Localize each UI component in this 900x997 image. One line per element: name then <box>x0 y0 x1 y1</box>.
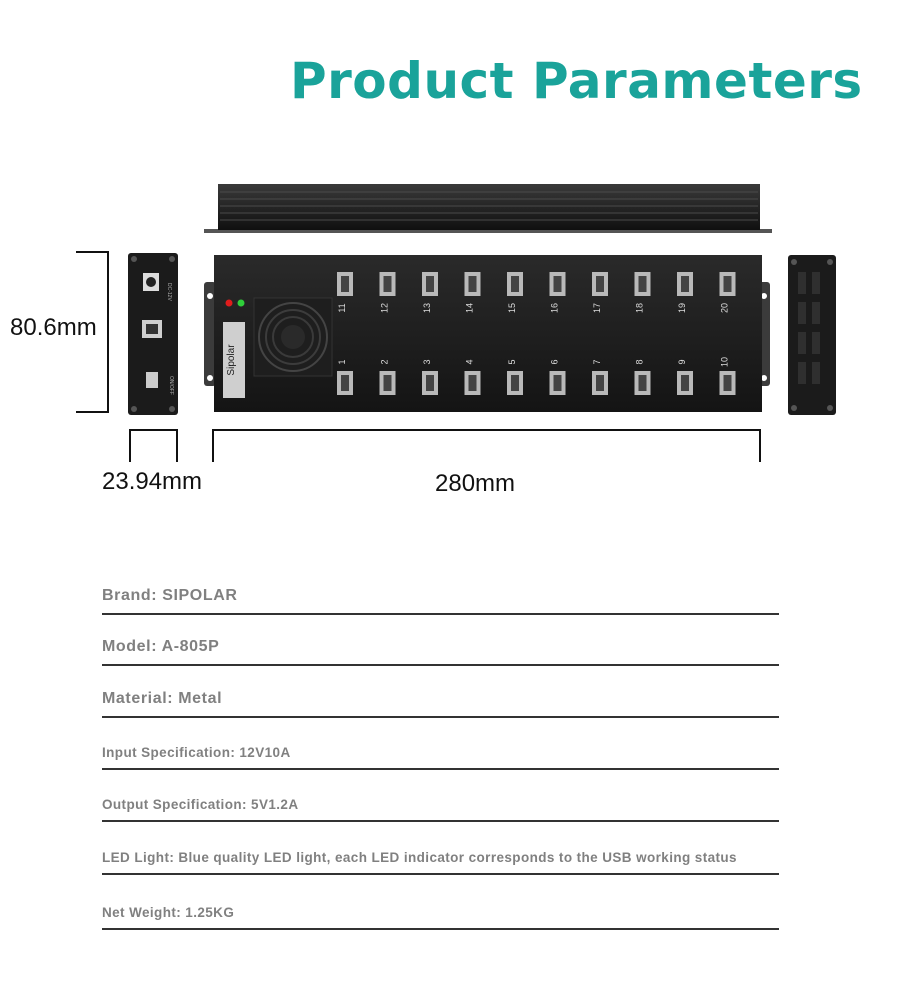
green-led <box>238 300 245 307</box>
param-weight: Net Weight: 1.25KG <box>102 905 235 920</box>
front-view <box>204 255 770 412</box>
port-number: 4 <box>464 359 475 365</box>
port-number: 13 <box>422 302 432 314</box>
brand-mark: Sipolar <box>226 344 237 376</box>
param-row <box>102 884 779 930</box>
red-led <box>226 300 233 307</box>
right-side-view <box>788 255 836 415</box>
port-number: 8 <box>634 359 645 365</box>
port-number: 6 <box>549 359 560 365</box>
left-side-view <box>128 253 178 415</box>
port-number: 2 <box>379 359 390 365</box>
param-led: LED Light: Blue quality LED light, each LED indicator corresponds to the USB working status <box>102 850 737 865</box>
port-number: 3 <box>422 359 432 365</box>
product-figure <box>0 170 900 510</box>
port-number: 12 <box>379 302 390 314</box>
port-number: 11 <box>337 303 347 313</box>
param-material: Material: Metal <box>102 690 223 707</box>
port-number: 1 <box>337 359 347 365</box>
port-number: 9 <box>677 359 687 365</box>
param-output: Output Specification: 5V1.2A <box>102 797 299 812</box>
dc-label: DC-12V <box>166 283 172 301</box>
port-number: 17 <box>592 302 602 314</box>
port-number: 14 <box>464 302 475 314</box>
top-view <box>204 184 772 233</box>
param-row <box>102 832 779 875</box>
product-drawing <box>0 170 900 510</box>
switch-label: ON/OFF <box>168 376 174 395</box>
port-number: 15 <box>507 302 517 314</box>
port-number: 20 <box>719 302 730 314</box>
param-row <box>102 677 779 718</box>
param-row <box>102 575 779 615</box>
length-dimension: 280mm <box>435 470 516 497</box>
depth-dimension: 23.94mm <box>102 468 203 495</box>
param-model: Model: A-805P <box>102 638 220 655</box>
param-row <box>102 728 779 770</box>
port-number: 16 <box>549 302 560 314</box>
port-number: 10 <box>719 356 730 368</box>
param-input: Input Specification: 12V10A <box>102 745 291 760</box>
param-row <box>102 626 779 666</box>
param-brand: Brand: SIPOLAR <box>102 587 238 604</box>
port-number: 19 <box>677 302 687 314</box>
page-title: Product Parameters <box>290 52 863 110</box>
port-number: 7 <box>592 359 602 365</box>
port-number: 18 <box>634 302 645 314</box>
param-row <box>102 780 779 822</box>
height-dimension: 80.6mm <box>10 314 97 341</box>
fan-icon <box>254 298 332 376</box>
port-number: 5 <box>507 359 517 365</box>
